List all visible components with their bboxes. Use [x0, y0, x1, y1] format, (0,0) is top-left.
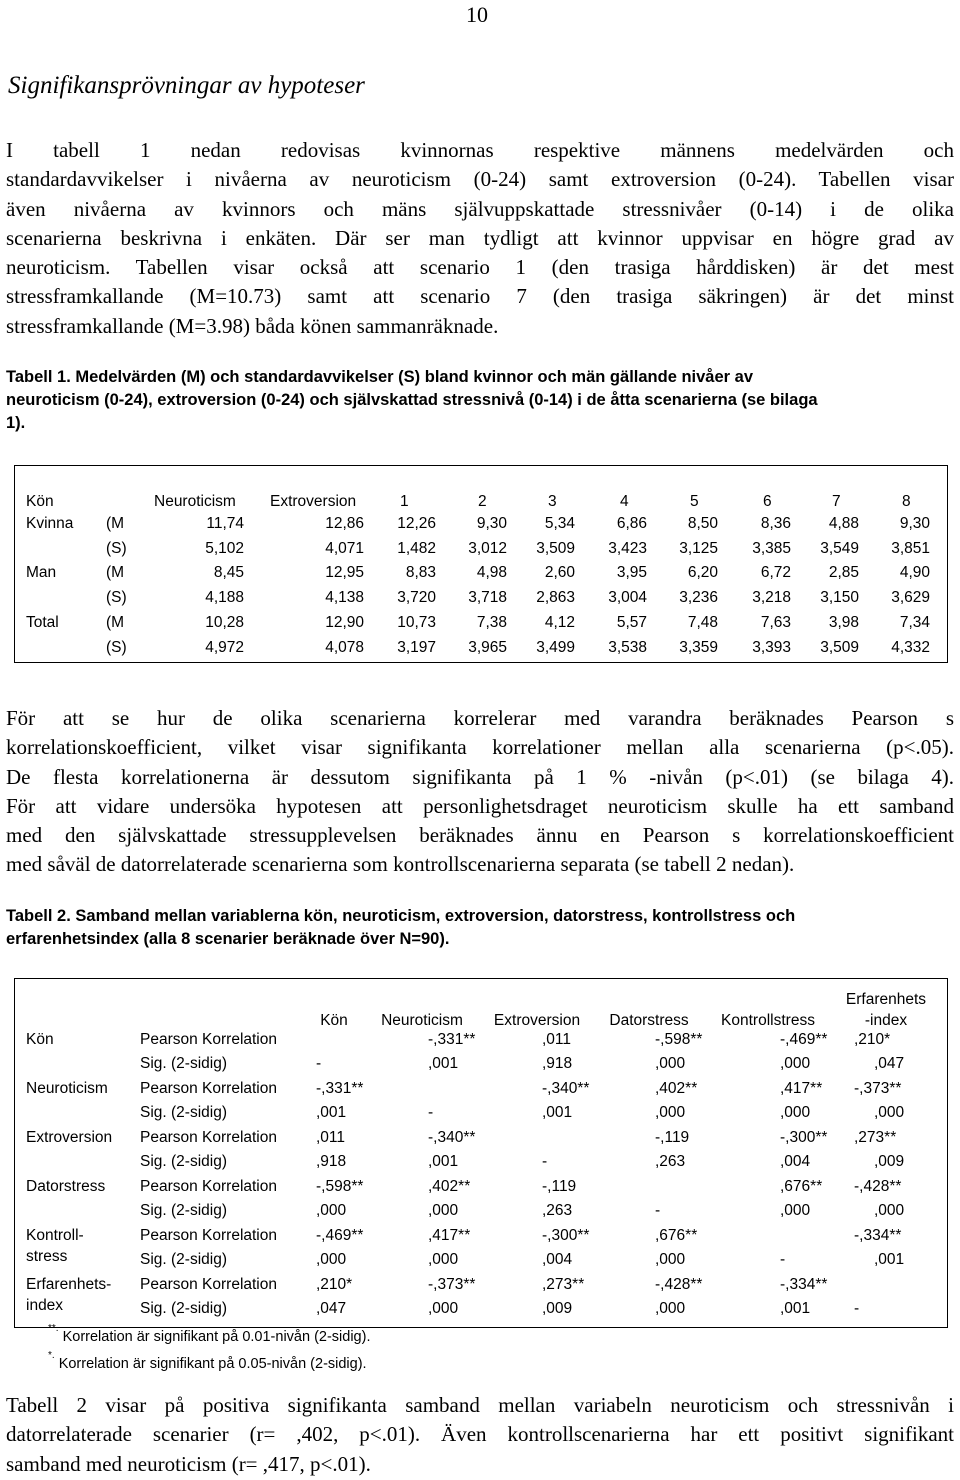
table1-cell: 4,332 [891, 638, 930, 656]
table1-cell: 3,718 [468, 589, 507, 607]
table1-cell: 4,972 [205, 638, 244, 656]
table2-group-label: Erfarenhets- [26, 1276, 112, 1293]
table2-cell: -,300** [542, 1227, 590, 1244]
table1-cell: 4,188 [205, 589, 244, 607]
table1-cell: 7,38 [476, 613, 507, 631]
table1-cell: 4,138 [325, 589, 364, 607]
page-number: 10 [466, 2, 488, 27]
table2-cell: ,273** [542, 1276, 585, 1293]
table2-cell: -,469** [316, 1227, 364, 1244]
table2-cell: ,263 [542, 1202, 573, 1219]
footnote-mark: *. [48, 1350, 55, 1361]
table1-cell: 3,509 [820, 638, 859, 656]
para2-line: med den självskattade stressupplevelsen beräknades ännu en Pearson s korrelationskoefficient [6, 823, 954, 848]
table1-cell: 9,30 [899, 515, 930, 532]
table1-cell: 2,863 [536, 589, 575, 607]
table1-group-label: Total [26, 613, 59, 631]
table1-cell: 8,45 [213, 564, 244, 582]
table2-cell: ,001 [428, 1055, 459, 1072]
table2-cell: ,004 [780, 1153, 811, 1170]
table1-header: 5 [690, 493, 699, 510]
table1-cell: 5,34 [544, 515, 575, 532]
table1-stat-label: (M [106, 515, 125, 532]
table2-row-label: Pearson Korrelation [140, 1178, 277, 1195]
table1-header: 4 [620, 493, 629, 510]
table2-cell: ,000 [316, 1202, 347, 1219]
table2-row-label: Sig. (2-sidig) [140, 1104, 227, 1121]
table1-cell: 4,12 [544, 613, 575, 631]
table2-header: Erfarenhets [845, 991, 927, 1008]
table1-cell: 12,95 [325, 564, 364, 582]
table2-cell: ,210* [316, 1276, 353, 1293]
table2-group-label: Neuroticism [26, 1080, 108, 1097]
para1-line: även nivåerna av kvinnors och mäns självuppskattade stressnivåer (0-14) i de olika [6, 196, 954, 221]
table2-caption [6, 905, 954, 951]
table1-stat-label: (M [106, 613, 125, 631]
table2-cell: -,119 [542, 1178, 577, 1195]
table2-cell: -,300** [780, 1129, 828, 1146]
table2-cell: ,001 [542, 1104, 573, 1121]
table2-cell: ,210* [854, 1031, 891, 1048]
para1-line: neuroticism. Tabellen visar också att scenario 1 (den trasiga hårddisken) är det mest [6, 255, 954, 280]
table2-header: Neuroticism [381, 1012, 463, 1029]
table2-header: Datorstress [609, 1012, 689, 1029]
table2-cell: -,334** [780, 1276, 828, 1293]
table1-cell: 3,549 [820, 539, 859, 557]
table2-cell: ,001 [874, 1251, 905, 1268]
para1-line: stressframkallande (M=10.73) samt att scenario 7 (den trasiga säkringen) är det minst [6, 284, 954, 309]
para3-line: datorrelaterade scenarier (r= ,402, p<.01). Även kontrollscenarierna har ett positivt signifikant [6, 1422, 954, 1447]
table2-cell: -,340** [542, 1080, 590, 1097]
footnote-text: Korrelation är signifikant på 0.01-nivån (2-sidig). [58, 1328, 371, 1345]
table2-cell: - [854, 1300, 860, 1317]
table1-header: 7 [832, 493, 841, 510]
table2-cell: ,047 [874, 1055, 905, 1072]
table1-cell: 3,851 [891, 539, 930, 557]
table2-cell: -,373** [428, 1276, 476, 1293]
table1-stat-label: (S) [106, 638, 127, 656]
table2-cell: ,000 [316, 1251, 347, 1268]
table2-cell: ,000 [780, 1055, 811, 1072]
table1-stat-label: (M [106, 564, 125, 582]
table2-cell: - [655, 1202, 661, 1219]
table1-cell: 10,73 [397, 613, 436, 631]
table2-cell: ,000 [428, 1202, 459, 1219]
table2-cell: -,469** [780, 1031, 828, 1048]
table1-cell: 3,125 [679, 539, 718, 557]
table1-cell: 3,393 [752, 638, 791, 656]
table1-cell: 3,423 [608, 539, 647, 557]
table2-group-label: index [26, 1297, 64, 1314]
table1-cell: 12,26 [397, 515, 436, 532]
para1-line: standardavvikelser i nivåerna av neuroticism (0-24) samt extroversion (0-24). Tabellen visar [6, 167, 954, 192]
table1-group-label: Kvinna [26, 515, 74, 532]
table1-cell: 3,629 [891, 589, 930, 607]
table2-cell: ,001 [316, 1104, 347, 1121]
table2-cell: -,331** [316, 1080, 364, 1097]
para2-line: med såväl de datorrelaterade scenarierna som kontrollscenarierna separata (se tabell 2 nedan). [6, 852, 795, 877]
table2-cell: ,000 [655, 1251, 686, 1268]
table2-group-label: Kön [26, 1031, 54, 1048]
footnote-mark: **. [48, 1323, 59, 1334]
table2-cell: -,373** [854, 1080, 902, 1097]
table1-cell: 7,48 [687, 613, 718, 631]
table2-cell: ,000 [780, 1104, 811, 1121]
table1-cell: 4,071 [325, 539, 364, 557]
table2-cell: ,000 [428, 1300, 459, 1317]
table1-cell: 6,86 [616, 515, 647, 532]
table1-cell: 2,85 [828, 564, 859, 582]
table2-cell: ,009 [542, 1300, 573, 1317]
table2-cell: ,263 [655, 1153, 686, 1170]
table2-cell: ,001 [780, 1300, 811, 1317]
table2-row-label: Sig. (2-sidig) [140, 1251, 227, 1268]
table1-cell: 3,965 [468, 638, 507, 656]
table2-cell: ,047 [316, 1300, 347, 1317]
table2-cell: -,334** [854, 1227, 902, 1244]
table1-header: Kön [26, 493, 54, 510]
footnote-text: Korrelation är signifikant på 0.05-nivån (2-sidig). [54, 1355, 367, 1372]
table2-header: Kön [320, 1012, 348, 1029]
table2-cell: ,004 [542, 1251, 573, 1268]
table2-row-label: Pearson Korrelation [140, 1129, 277, 1146]
table1-cell: 5,57 [616, 613, 647, 631]
table2-cell: ,011 [542, 1031, 572, 1048]
table2-cell: ,001 [428, 1153, 459, 1170]
table1-cell: 3,012 [468, 539, 507, 557]
table2-cell: ,402** [428, 1178, 471, 1195]
table2-header: -index [864, 1012, 908, 1029]
table1-header: Neuroticism [154, 493, 236, 510]
table1_caption-line: neuroticism (0-24), extroversion (0-24) och självskattad stressnivå (0-14) i de åtta scenarierna (se bilaga [6, 391, 818, 409]
para3-line: samband med neuroticism (r= ,417, p<.01). [6, 1451, 371, 1476]
table2-cell: ,918 [316, 1153, 347, 1170]
table1-cell: 1,482 [397, 539, 436, 557]
table1-stat-label: (S) [106, 589, 127, 607]
table1-cell: 3,538 [608, 638, 647, 656]
table1-header: 6 [763, 493, 772, 510]
table2-cell: ,000 [874, 1202, 905, 1219]
paragraph-intro [6, 136, 954, 341]
para2-line: För att se hur de olika scenarierna korrelerar med varandra beräknades Pearson s [6, 706, 954, 730]
table1-header: 1 [400, 493, 409, 510]
table2-group-label: Extroversion [26, 1129, 113, 1146]
table2-cell: -,598** [655, 1031, 703, 1048]
table1-cell: 4,90 [899, 564, 930, 582]
table1-header: Extroversion [270, 493, 357, 510]
table2-cell: ,417** [428, 1227, 471, 1244]
table2-row-label: Sig. (2-sidig) [140, 1055, 227, 1072]
table1-cell: 3,720 [397, 589, 436, 607]
table2_caption-line: erfarenhetsindex (alla 8 scenarier beräknade över N=90). [6, 930, 450, 948]
table2-header: Extroversion [493, 1012, 581, 1029]
table2-footnote [48, 1323, 371, 1345]
table2-cell: ,402** [655, 1080, 698, 1097]
table1-cell: 6,20 [687, 564, 718, 582]
table1-cell: 8,50 [687, 515, 718, 532]
table2_caption-line: Tabell 2. Samband mellan variablerna kön, neuroticism, extroversion, datorstress, kontrollstress och [6, 907, 796, 925]
table2-cell: - [542, 1153, 548, 1170]
table1-cell: 9,30 [476, 515, 507, 532]
table2-group-label: stress [26, 1248, 68, 1265]
table2-cell: - [780, 1251, 786, 1268]
paragraph-conclusion [6, 1391, 954, 1479]
table1-cell: 3,197 [397, 638, 436, 656]
table1-cell: 4,88 [828, 515, 859, 532]
table2-group-label: Datorstress [26, 1178, 106, 1195]
table1-cell: 3,95 [616, 564, 647, 582]
para1-line: I tabell 1 nedan redovisas kvinnornas respektive männens medelvärden och [6, 138, 954, 162]
table2-cell: ,000 [655, 1300, 686, 1317]
table2-cell: ,000 [655, 1055, 686, 1072]
table2-row-label: Sig. (2-sidig) [140, 1300, 227, 1317]
para2-line: För att vidare undersöka hypotesen att personlighetsdraget neuroticism skulle ha ett samband [6, 793, 954, 818]
table2-cell: -,119 [655, 1129, 690, 1146]
table2-cell: -,340** [428, 1129, 476, 1146]
table1-group-label: Man [26, 564, 57, 582]
para1-line: stressframkallande (M=3.98) båda könen sammanräknade. [6, 313, 499, 338]
table1-cell: 3,385 [752, 539, 791, 557]
table2-cell: ,918 [542, 1055, 573, 1072]
table1-cell: 2,60 [544, 564, 575, 582]
table1-cell: 5,102 [205, 539, 244, 557]
table1-cell: 7,34 [899, 613, 930, 631]
table1_caption-line: Tabell 1. Medelvärden (M) och standardavvikelser (S) bland kvinnor och män gällande nivåer av [6, 368, 754, 386]
table2-cell: ,417** [780, 1080, 823, 1097]
para3-line: Tabell 2 visar på positiva signifikanta samband mellan variabeln neuroticism och stressnivån i [6, 1393, 954, 1417]
table1-header: 8 [902, 493, 911, 510]
table2-row-label: Pearson Korrelation [140, 1031, 277, 1048]
table1-cell: 8,83 [405, 564, 436, 582]
table2-row-label: Pearson Korrelation [140, 1276, 277, 1293]
table2-footnote [48, 1350, 367, 1372]
table1-cell: 3,150 [820, 589, 859, 607]
table1_caption-line: 1). [6, 414, 26, 432]
table2-cell: - [428, 1104, 434, 1121]
table2-row-label: Pearson Korrelation [140, 1227, 277, 1244]
table2-cell: - [316, 1055, 322, 1072]
para2-line: De flesta korrelationerna är dessutom signifikanta på 1 % -nivån (p<.01) (se bilaga 4). [6, 764, 954, 789]
table2-cell: -,331** [428, 1031, 476, 1048]
table2-row-label: Sig. (2-sidig) [140, 1153, 227, 1170]
table1-cell: 4,078 [325, 638, 364, 656]
table2-cell: ,011 [316, 1129, 346, 1146]
table2-cell: ,000 [874, 1104, 905, 1121]
table2-cell: ,000 [655, 1104, 686, 1121]
section-heading: Signifikansprövningar av hypoteser [8, 72, 365, 99]
table1-cell: 8,36 [760, 515, 791, 532]
table1-cell: 7,63 [760, 613, 791, 631]
table2-header: Kontrollstress [721, 1012, 815, 1029]
table2-cell: ,273** [854, 1129, 897, 1146]
para1-line: scenarierna beskrivna i enkäten. Där ser man tydligt att kvinnor uppvisar en högre grad av [6, 225, 954, 250]
table2-cell: ,676** [780, 1178, 823, 1195]
table2-cell: ,000 [780, 1202, 811, 1219]
table1-cell: 3,004 [608, 589, 647, 607]
table1-stat-label: (S) [106, 539, 127, 557]
table2-cell: ,009 [874, 1153, 905, 1170]
table1-cell: 12,86 [325, 515, 364, 532]
table1-cell: 3,236 [679, 589, 718, 607]
table1-cell: 3,98 [828, 613, 859, 631]
table1-header: 2 [478, 493, 487, 510]
paragraph-correlation [6, 704, 954, 880]
table1-cell: 3,499 [536, 638, 575, 656]
table2-cell: -,428** [655, 1276, 703, 1293]
table1-cell: 10,28 [205, 613, 244, 631]
table1-cell: 12,90 [325, 613, 364, 631]
table2-row-label: Sig. (2-sidig) [140, 1202, 227, 1219]
table1-cell: 6,72 [760, 564, 791, 582]
table1-cell: 11,74 [206, 515, 244, 532]
table2-cell: -,428** [854, 1178, 902, 1195]
table1-cell: 3,509 [536, 539, 575, 557]
table2-cell: ,676** [655, 1227, 698, 1244]
table1-header: 3 [548, 493, 557, 510]
table1-caption [6, 366, 954, 435]
table2-group-label: Kontroll- [26, 1227, 84, 1244]
table1-cell: 3,218 [752, 589, 791, 607]
table2-cell: ,000 [428, 1251, 459, 1268]
table2-cell: -,598** [316, 1178, 364, 1195]
table1-cell: 3,359 [679, 638, 718, 656]
para2-line: korrelationskoefficient, vilket visar signifikanta korrelationer mellan alla scenarierna (p<.05). [6, 735, 954, 760]
table1-cell: 4,98 [476, 564, 507, 582]
table2-row-label: Pearson Korrelation [140, 1080, 277, 1097]
